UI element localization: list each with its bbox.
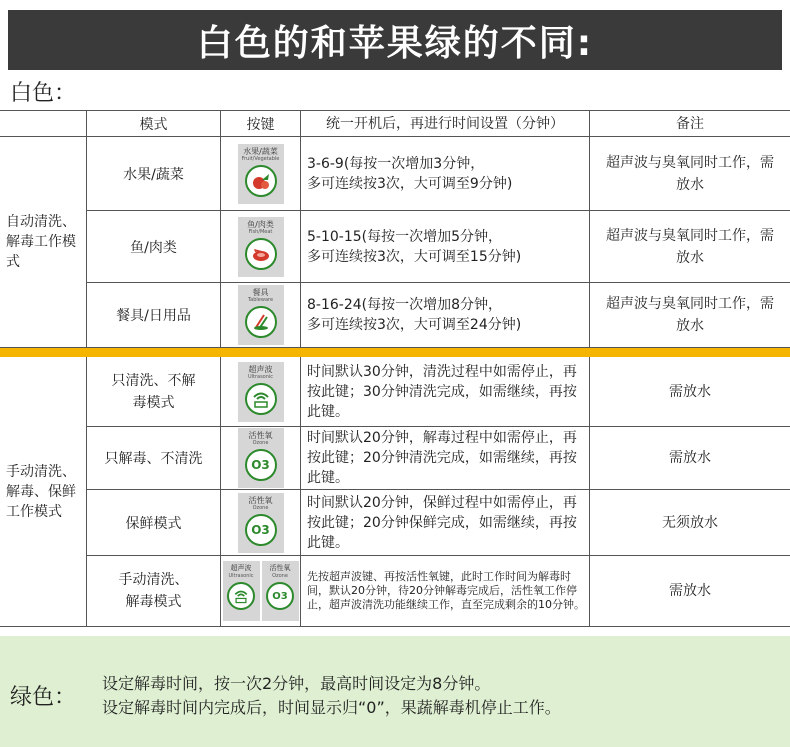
key-sublabel: Ozone bbox=[252, 440, 269, 446]
key-label: 活性氧 bbox=[248, 431, 273, 440]
ozone-glyph: O3 bbox=[251, 522, 270, 537]
desc-line: 多可连续按3次，大可调至9分钟) bbox=[307, 175, 513, 192]
fish-meat-key[interactable] bbox=[238, 217, 284, 277]
note-text: 超声波与臭氧同时工作，需放水 bbox=[606, 154, 774, 193]
tableware-icon bbox=[245, 306, 277, 338]
desc-cell bbox=[301, 427, 590, 490]
desc-cell bbox=[301, 211, 590, 283]
note-cell bbox=[590, 283, 790, 348]
fish-meat-icon bbox=[245, 238, 277, 270]
key-sublabel: Ozone bbox=[252, 504, 269, 511]
ultrasonic-key[interactable] bbox=[238, 362, 284, 422]
table-row bbox=[0, 211, 790, 283]
table-header-row bbox=[0, 110, 790, 137]
note-cell: 无须放水 bbox=[590, 490, 790, 556]
ozone-key[interactable] bbox=[238, 428, 284, 488]
ozone-key[interactable] bbox=[262, 561, 299, 621]
ultrasonic-key[interactable] bbox=[223, 561, 260, 621]
ultrasonic-icon bbox=[245, 383, 277, 415]
desc-line: 3-6-9(每按一次增加3分钟， bbox=[307, 155, 485, 172]
header-note: 备注 bbox=[590, 111, 790, 137]
fruit-vegetable-key[interactable] bbox=[238, 144, 284, 204]
note-cell: 需放水 bbox=[590, 427, 790, 490]
note-cell bbox=[590, 211, 790, 283]
desc-cell bbox=[301, 137, 590, 211]
desc-text: 时间默认20分钟，解毒过程中如需停止，再按此键；20分钟清洗完成，如需继续，再按此键。 bbox=[307, 430, 577, 486]
key-cell bbox=[221, 211, 301, 283]
table-row bbox=[0, 137, 790, 211]
ozone-icon bbox=[266, 582, 294, 610]
table-row bbox=[0, 283, 790, 348]
key-sublabel: Fruit/Vegetable bbox=[241, 155, 280, 162]
green-line: 设定解毒时间，按一次2分钟，最高时间设定为8分钟。 bbox=[102, 674, 491, 693]
ozone-glyph: O3 bbox=[272, 590, 288, 602]
header-empty-cell bbox=[0, 111, 87, 137]
ozone-glyph: O3 bbox=[251, 458, 270, 472]
table-row bbox=[0, 490, 790, 556]
key-sublabel: Tableware bbox=[247, 297, 274, 303]
manual-group-text: 手动清洗、解毒、保鲜工作模式 bbox=[6, 463, 76, 520]
note-cell bbox=[590, 137, 790, 211]
note-text: 超声波与臭氧同时工作，需放水 bbox=[606, 296, 774, 334]
key-label: 鱼/肉类 bbox=[247, 219, 274, 229]
key-cell bbox=[221, 556, 301, 627]
key-cell bbox=[221, 283, 301, 348]
desc-text: 先按超声波键、再按活性氧键，此时工作时间为解毒时间，默认20分钟，待20分钟解毒完成后，活性氧工作停止，超声波清洗功能继续工作，直至完成剩余的10分钟。 bbox=[307, 570, 585, 611]
ozone-key[interactable] bbox=[238, 493, 284, 553]
table-row bbox=[0, 556, 790, 627]
mode-cell bbox=[87, 357, 221, 427]
key-label: 活性氧 bbox=[269, 564, 291, 572]
ozone-icon bbox=[245, 449, 277, 481]
header-key: 按键 bbox=[221, 111, 301, 137]
green-section-text bbox=[102, 672, 561, 720]
key-sublabel: Ultrasonic bbox=[247, 373, 274, 380]
desc-cell bbox=[301, 357, 590, 427]
desc-cell bbox=[301, 283, 590, 348]
note-text: 超声波与臭氧同时工作，需放水 bbox=[606, 227, 774, 266]
desc-text: 时间默认20分钟，保鲜过程中如需停止，再按此键；20分钟保鲜完成，如需继续，再按此键。 bbox=[307, 494, 577, 551]
header-desc: 统一开机后，再进行时间设置（分钟） bbox=[301, 111, 590, 137]
key-cell bbox=[221, 137, 301, 211]
page-title: 白色的和苹果绿的不同: bbox=[8, 10, 782, 70]
key-sublabel: Fish/Meat bbox=[248, 228, 273, 235]
desc-cell bbox=[301, 490, 590, 556]
key-label: 超声波 bbox=[248, 364, 273, 374]
note-cell: 需放水 bbox=[590, 556, 790, 627]
mode-cell: 保鲜模式 bbox=[87, 490, 221, 556]
key-label: 餐具 bbox=[252, 288, 269, 297]
mode-text: 手动清洗、解毒模式 bbox=[118, 572, 189, 610]
mode-cell: 只解毒、不清洗 bbox=[87, 427, 221, 490]
green-line: 设定解毒时间内完成后，时间显示归“0”，果蔬解毒机停止工作。 bbox=[102, 698, 561, 717]
mode-cell bbox=[87, 556, 221, 627]
mode-cell: 水果/蔬菜 bbox=[87, 137, 221, 211]
key-label: 水果/蔬菜 bbox=[243, 146, 278, 156]
section-divider bbox=[0, 348, 790, 357]
table-row bbox=[0, 357, 790, 427]
ozone-icon bbox=[245, 514, 277, 546]
mode-cell: 鱼/肉类 bbox=[87, 211, 221, 283]
desc-text: 时间默认30分钟，清洗过程中如需停止，再按此键；30分钟清洗完成，如需继续，再按此键。 bbox=[307, 363, 577, 420]
desc-cell bbox=[301, 556, 590, 627]
key-sublabel: Ozone bbox=[272, 573, 288, 579]
header-mode: 模式 bbox=[87, 111, 221, 137]
note-cell: 需放水 bbox=[590, 357, 790, 427]
key-sublabel: Ultrasonic bbox=[228, 573, 254, 579]
table-row bbox=[0, 427, 790, 490]
desc-line: 5-10-15(每按一次增加5分钟， bbox=[307, 228, 503, 245]
green-section-label: 绿色： bbox=[10, 685, 77, 710]
desc-line: 多可连续按3次，大可调至24分钟) bbox=[307, 317, 522, 333]
desc-line: 8-16-24(每按一次增加8分钟， bbox=[307, 297, 503, 313]
fruit-vegetable-icon bbox=[245, 165, 277, 197]
auto-group-text: 自动清洗、解毒工作模式 bbox=[6, 214, 76, 270]
key-cell bbox=[221, 427, 301, 490]
tableware-key[interactable] bbox=[238, 285, 284, 345]
desc-line: 多可连续按3次，大可调至15分钟) bbox=[307, 248, 522, 265]
mode-text: 只清洗、不解毒模式 bbox=[111, 372, 196, 411]
key-label: 超声波 bbox=[230, 564, 252, 572]
ultrasonic-icon bbox=[227, 582, 255, 610]
mode-cell: 餐具/日用品 bbox=[87, 283, 221, 348]
key-cell bbox=[221, 490, 301, 556]
key-label: 活性氧 bbox=[248, 495, 273, 505]
white-section-label: 白色： bbox=[10, 81, 77, 106]
key-cell bbox=[221, 357, 301, 427]
